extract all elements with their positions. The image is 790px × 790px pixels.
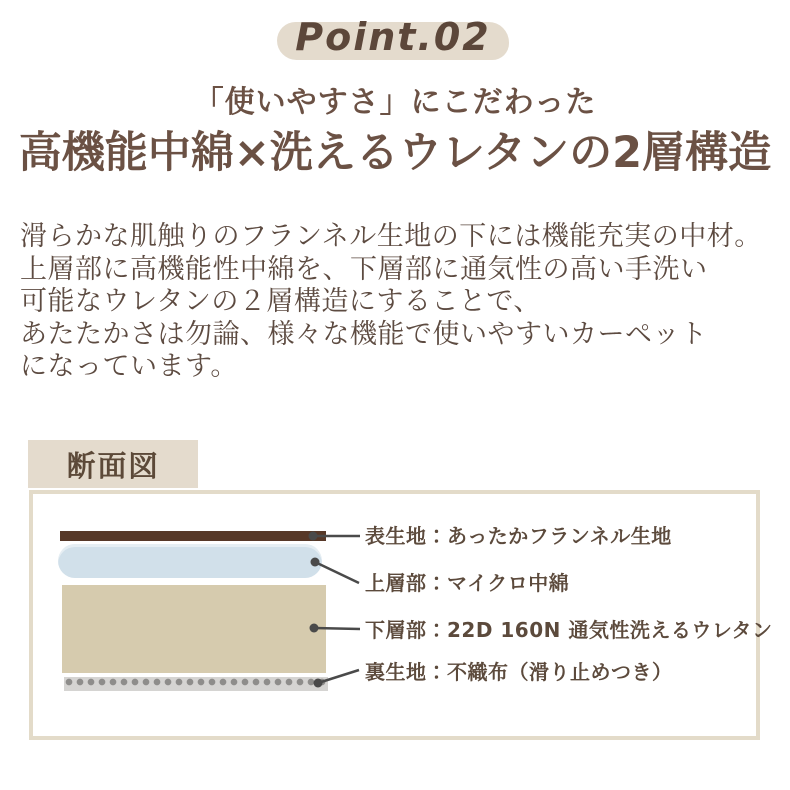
cross-section-box [29, 490, 773, 740]
label-back-fabric: 裏生地：不織布（滑り止めつき） [365, 660, 673, 684]
description-line: 可能なウレタンの２層構造にすることで、 [20, 286, 541, 317]
cross-section-tab-label: 断面図 [66, 448, 160, 483]
point-badge-label: Point.02 [295, 15, 491, 59]
description-line: 滑らかな肌触りのフランネル生地の下には機能充実の中材。 [20, 221, 762, 252]
description-paragraph [20, 221, 780, 384]
heading-subtitle: 「使いやすさ」にこだわった [193, 85, 597, 120]
label-upper-batting: 上層部：マイクロ中綿 [365, 571, 570, 595]
description-line: 上層部に高機能性中綿を、下層部に通気性の高い手洗い [20, 253, 708, 285]
cross-section-diagram [33, 494, 773, 736]
label-lower-urethane: 下層部：22D 160N 通気性洗えるウレタン [365, 618, 773, 642]
description-line: あたたかさは勿論、様々な機能で使いやすいカーペット [20, 318, 708, 350]
description-line: になっています。 [20, 351, 238, 382]
point-badge [277, 15, 509, 60]
cross-section-tab [28, 440, 198, 488]
heading-title: 高機能中綿×洗えるウレタンの2層構造 [18, 128, 772, 178]
label-surface-fabric: 表生地：あったかフランネル生地 [365, 524, 672, 548]
